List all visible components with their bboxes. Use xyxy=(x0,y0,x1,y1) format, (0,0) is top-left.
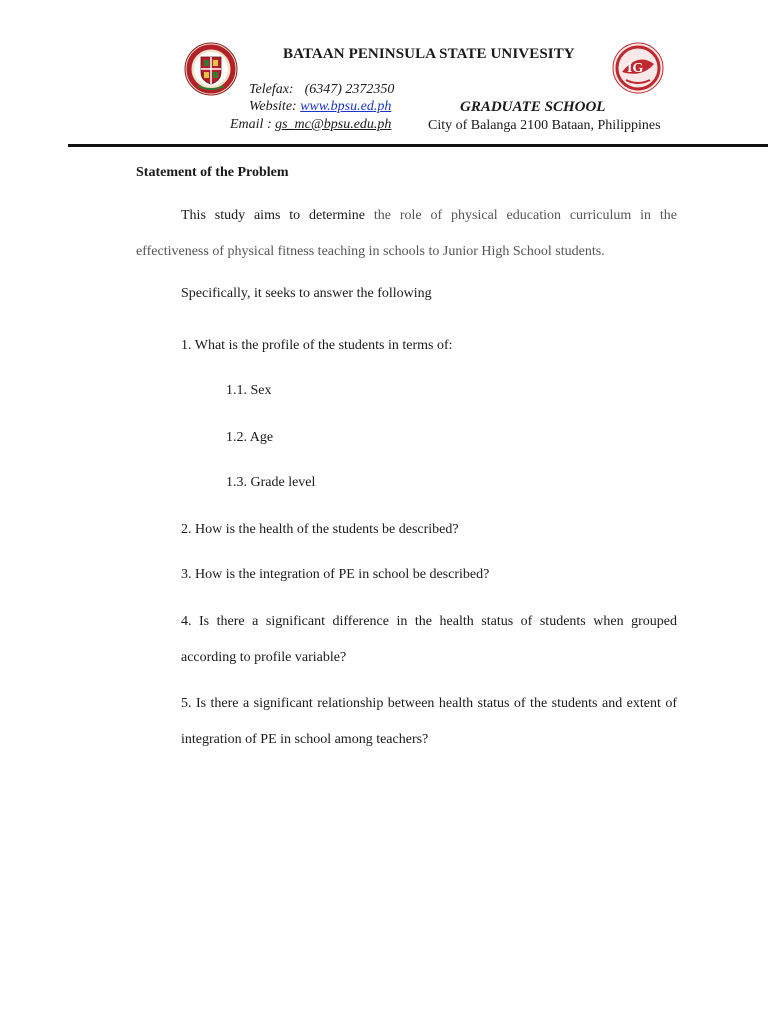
university-name: BATAAN PENINSULA STATE UNIVESITY xyxy=(283,46,575,62)
email-value: gs_mc@bpsu.edu.ph xyxy=(275,117,392,132)
graduate-school-logo xyxy=(612,42,664,94)
svg-text:IG: IG xyxy=(627,61,644,76)
email-line xyxy=(230,117,391,133)
email-label: Email : xyxy=(230,117,272,132)
telefax-label: Telefax: xyxy=(249,82,294,97)
intro-text-lead: This study aims to determine xyxy=(181,208,374,223)
question-2: 2. How is the health of the students be described? xyxy=(181,522,459,537)
header-divider xyxy=(68,144,768,147)
specifically-line: Specifically, it seeks to answer the following xyxy=(181,286,432,301)
sub-question-1-3: 1.3. Grade level xyxy=(226,475,316,490)
question-1: 1. What is the profile of the students in terms of: xyxy=(181,338,453,353)
website-line xyxy=(249,99,391,115)
city-address: City of Balanga 2100 Bataan, Philippines xyxy=(428,118,661,133)
intro-paragraph xyxy=(136,198,677,270)
graduate-school-title: GRADUATE SCHOOL xyxy=(460,99,606,115)
university-seal-logo xyxy=(184,42,238,96)
question-4: 4. Is there a significant difference in the health status of students when grouped according to profile variable? xyxy=(181,614,677,665)
question-5: 5. Is there a significant relationship between health status of the students and extent of integration of PE in school among teachers? xyxy=(181,696,677,747)
website-link[interactable]: www.bpsu.ed.ph xyxy=(300,99,392,114)
website-label: Website: xyxy=(249,99,297,114)
intro-text-topic: the role of physical education curriculum in the effectiveness of physical fitness teaching in schools to Junior High School students. xyxy=(136,208,678,259)
question-3: 3. How is the integration of PE in school be described? xyxy=(181,567,490,582)
section-title: Statement of the Problem xyxy=(136,165,289,180)
telefax-line xyxy=(249,82,394,98)
sub-question-1-2: 1.2. Age xyxy=(226,430,274,445)
telefax-value: (6347) 2372350 xyxy=(304,82,395,97)
sub-question-1-1: 1.1. Sex xyxy=(226,383,272,398)
